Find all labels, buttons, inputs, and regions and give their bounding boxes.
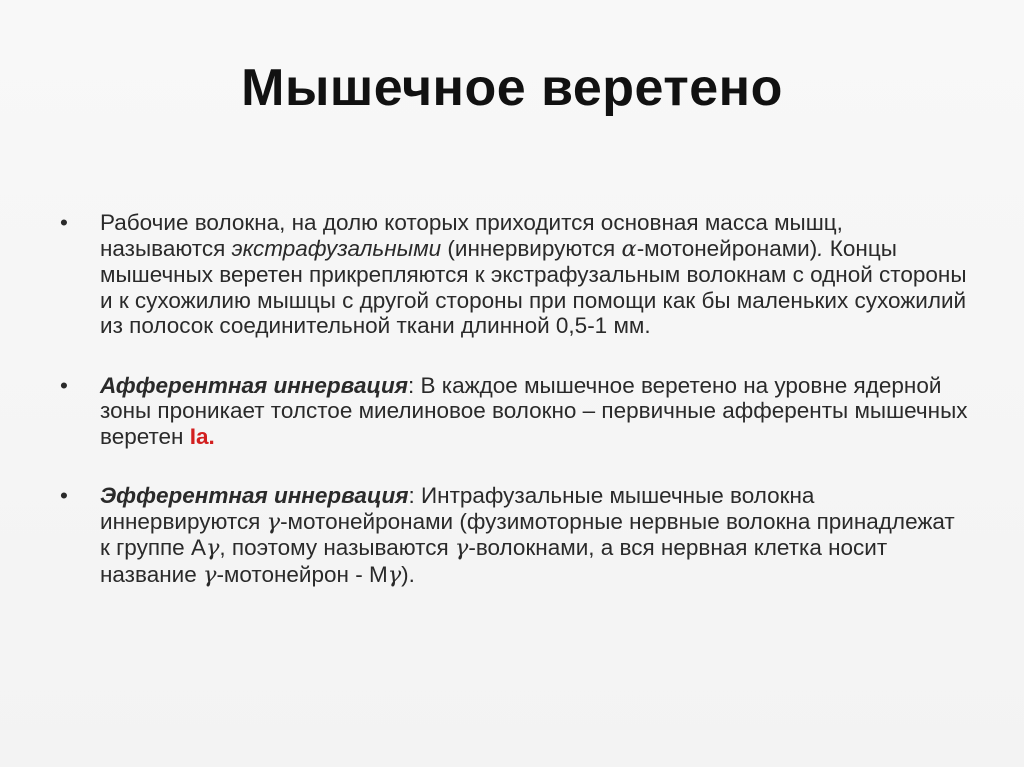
bullet-dot-icon: •	[60, 483, 68, 508]
gamma-symbol: γ	[387, 561, 402, 588]
text-segment: ).	[401, 561, 415, 587]
text-segment: : Интрафузальные мышечные волокна иннервируются	[100, 483, 815, 534]
text-segment: Рабочие волокна, на долю которых приходится основная масса мышц, называются	[100, 210, 843, 261]
text-segment: .	[817, 235, 824, 261]
alpha-symbol: α	[621, 235, 637, 262]
bullet-dot-icon: •	[60, 372, 68, 398]
bullet-item-efferent	[60, 483, 970, 588]
bullet-item-afferent	[60, 373, 970, 450]
bullet-item-extrafusal	[60, 210, 970, 339]
text-segment: , поэтому называются	[219, 535, 455, 560]
gamma-symbol: γ	[205, 535, 220, 561]
text-segment: : В каждое мышечное веретено на уровне ядерной зоны проникает толстое миелиновое волокно – первичные афференты мышечных веретен	[100, 372, 968, 449]
gamma-symbol: γ	[454, 535, 469, 561]
bullet-dot-icon: •	[60, 210, 68, 235]
term-efferent-innervation: Эфферентная иннервация	[100, 483, 409, 508]
term-extrafusal: экстрафузальными	[231, 235, 442, 261]
fiber-type-ia: Ia.	[189, 423, 215, 449]
bullet-list	[60, 210, 970, 588]
text-segment: -мотонейронами)	[636, 235, 818, 261]
text-segment: -волокнами, а вся нервная клетка носит название	[100, 535, 888, 587]
gamma-symbol: γ	[266, 508, 281, 535]
text-segment: -мотонейронами (фузимоторные нервные волокна принадлежат к группе А	[100, 508, 955, 560]
text-segment: Концы мышечных веретен прикрепляются к экстрафузальным волокнам с одной стороны и к сухожилию мышцы с другой стороны при помощи как бы маленьких сухожилий из полосок соединительной ткани длинной 0,5-1 мм.	[100, 235, 967, 338]
term-afferent-innervation: Афферентная иннервация	[100, 372, 408, 398]
text-segment: (иннервируются	[441, 235, 622, 261]
text-segment: -мотонейрон - М	[216, 561, 388, 587]
slide-title: Мышечное веретено	[241, 59, 783, 117]
gamma-symbol: γ	[202, 561, 217, 588]
